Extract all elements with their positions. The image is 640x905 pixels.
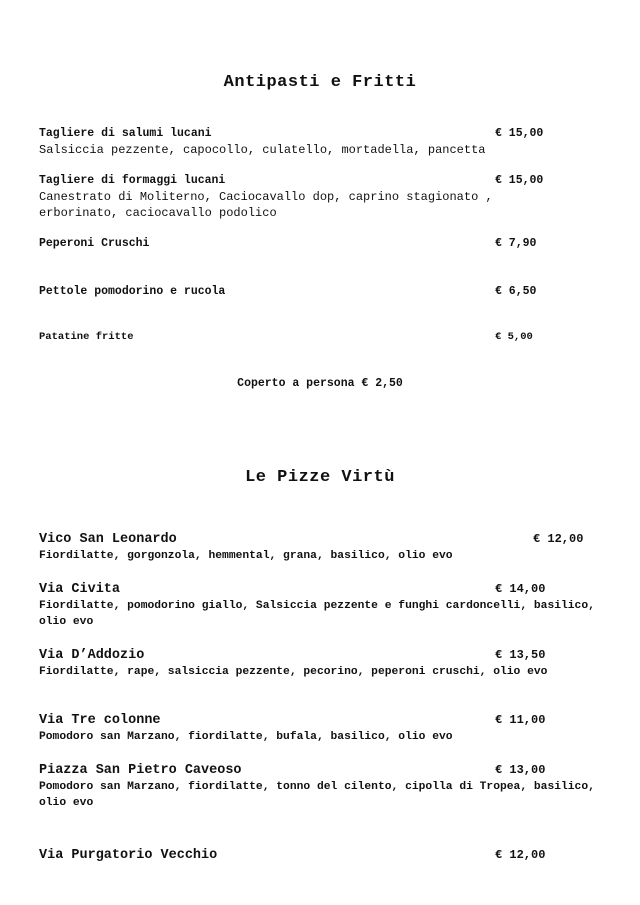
item-price: € 14,00: [495, 582, 546, 596]
item-price: € 12,00: [495, 848, 546, 862]
section-title-antipasti: Antipasti e Fritti: [223, 73, 417, 92]
item-name: Peperoni Cruschi: [39, 237, 150, 250]
item-name: Tagliere di salumi lucani: [39, 127, 212, 140]
item-name: Patatine fritte: [39, 331, 134, 343]
cover-charge: Coperto a persona € 2,50: [237, 377, 403, 390]
item-name: Pettole pomodorino e rucola: [39, 285, 226, 298]
item-price: € 5,00: [495, 331, 533, 343]
item-name: Via Civita: [39, 582, 121, 597]
item-description: Canestrato di Moliterno, Caciocavallo dop, caprino stagionato , erborinato, caciocavallo podolico: [39, 190, 493, 220]
item-description: Salsiccia pezzente, capocollo, culatello, mortadella, pancetta: [39, 143, 486, 157]
item-price: € 15,00: [495, 174, 544, 187]
item-description: Pomodoro san Marzano, fiordilatte, tonno del cilento, cipolla di Tropea, basilico, olio evo: [39, 781, 595, 809]
item-description: Fiordilatte, pomodorino giallo, Salsiccia pezzente e funghi cardoncelli, basilico, olio evo: [39, 600, 595, 628]
item-price: € 11,00: [495, 713, 546, 727]
item-price: € 15,00: [495, 127, 544, 140]
item-description: Fiordilatte, gorgonzola, hemmental, grana, basilico, olio evo: [39, 550, 453, 562]
item-description: Pomodoro san Marzano, fiordilatte, bufala, basilico, olio evo: [39, 731, 453, 743]
item-price: € 13,00: [495, 763, 546, 777]
item-price: € 12,00: [533, 532, 584, 546]
section-title-pizze: Le Pizze Virtù: [245, 468, 395, 487]
item-price: € 7,90: [495, 237, 537, 250]
item-name: Via D’Addozio: [39, 648, 145, 663]
item-description: Fiordilatte, rape, salsiccia pezzente, pecorino, peperoni cruschi, olio evo: [39, 666, 548, 678]
item-name: Via Tre colonne: [39, 713, 161, 728]
item-name: Piazza San Pietro Caveoso: [39, 763, 242, 778]
item-price: € 13,50: [495, 648, 546, 662]
item-name: Via Purgatorio Vecchio: [39, 848, 218, 863]
item-name: Tagliere di formaggi lucani: [39, 174, 226, 187]
item-price: € 6,50: [495, 285, 537, 298]
item-name: Vico San Leonardo: [39, 532, 177, 547]
